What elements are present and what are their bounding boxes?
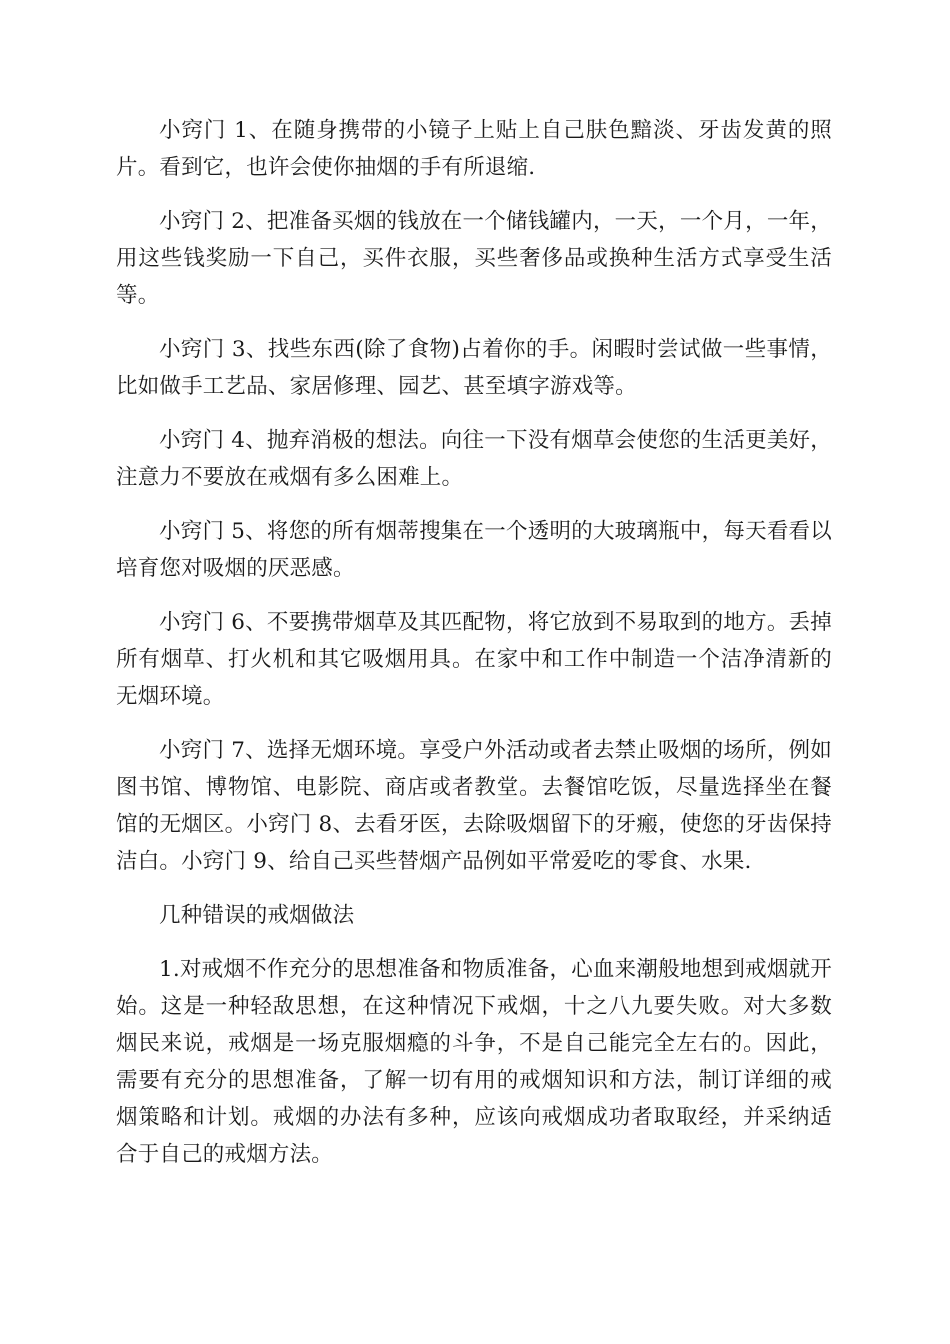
tip-paragraph-4: 小窍门 4、抛弃消极的想法。向往一下没有烟草会使您的生活更美好，注意力不要放在戒烟有多么困难上。 — [116, 428, 832, 490]
section-heading: 几种错误的戒烟做法 — [159, 903, 355, 928]
document-page — [116, 112, 832, 1190]
tip-paragraph-2: 小窍门 2、把准备买烟的钱放在一个储钱罐内，一天，一个月，一年，用这些钱奖励一下自己，买件衣服，买些奢侈品或换种生活方式享受生活等。 — [116, 209, 832, 308]
mistake-paragraph-1: 1.对戒烟不作充分的思想准备和物质准备，心血来潮般地想到戒烟就开始。这是一种轻敌思想，在这种情况下戒烟，十之八九要失败。对大多数烟民来说，戒烟是一场克服烟瘾的斗争，不是自己能完全左右的。因此，需要有充分的思想准备，了解一切有用的戒烟知识和方法，制订详细的戒烟策略和计划。戒烟的办法有多种，应该向戒烟成功者取取经，并采纳适合于自己的戒烟方法。 — [116, 957, 832, 1167]
tip-paragraph-5: 小窍门 5、将您的所有烟蒂搜集在一个透明的大玻璃瓶中，每天看看以培育您对吸烟的厌恶感。 — [116, 519, 832, 581]
tip-paragraph-1: 小窍门 1、在随身携带的小镜子上贴上自己肤色黯淡、牙齿发黄的照片。看到它，也许会使你抽烟的手有所退缩. — [116, 118, 832, 180]
tip-paragraph-6: 小窍门 6、不要携带烟草及其匹配物，将它放到不易取到的地方。丢掉所有烟草、打火机和其它吸烟用具。在家中和工作中制造一个洁净清新的无烟环境。 — [116, 610, 832, 709]
tip-paragraph-3: 小窍门 3、找些东西(除了食物)占着你的手。闲暇时尝试做一些事情，比如做手工艺品、家居修理、园艺、甚至填字游戏等。 — [116, 337, 832, 399]
tip-paragraph-7: 小窍门 7、选择无烟环境。享受户外活动或者去禁止吸烟的场所，例如图书馆、博物馆、电影院、商店或者教堂。去餐馆吃饭，尽量选择坐在餐馆的无烟区。小窍门 8、去看牙医，去除吸烟留下的牙瘢，使您的牙齿保持洁白。小窍门 9、给自己买些替烟产品例如平常爱吃的零食、水果. — [116, 738, 832, 874]
